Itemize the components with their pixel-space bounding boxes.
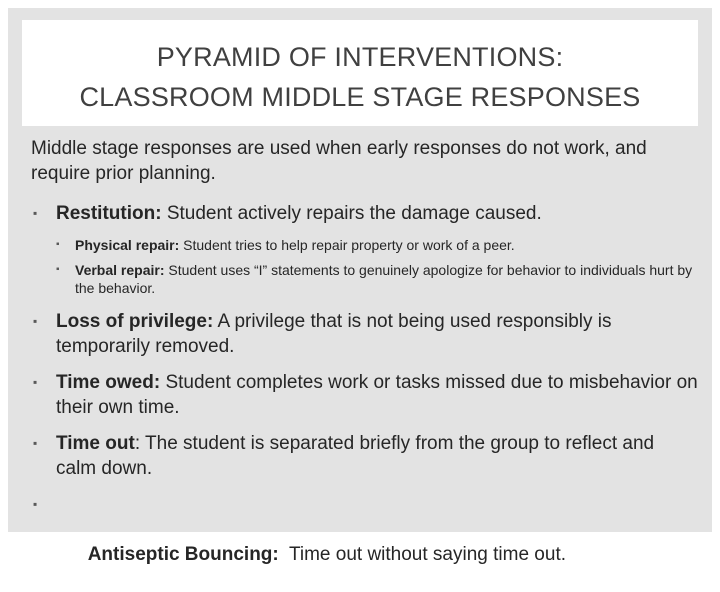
slide-content xyxy=(31,136,699,592)
square-bullet-icon: ▪ xyxy=(33,436,38,450)
slide xyxy=(8,8,712,565)
bullet-item-loss-of-privilege xyxy=(31,309,699,359)
item-term: Restitution: xyxy=(56,203,162,224)
item-text: Student completes work or tasks missed due to misbehavior on their own time. xyxy=(56,372,698,418)
item-term: Time owed: xyxy=(56,372,161,393)
slide-title-line-1: PYRAMID OF INTERVENTIONS: xyxy=(156,42,564,72)
square-bullet-icon: ▪ xyxy=(33,497,38,511)
item-text: : The student is separated briefly from the group to reflect and calm down. xyxy=(56,433,655,479)
sub-item-text: Student tries to help repair property or work of a peer. xyxy=(179,237,515,253)
intro-paragraph: Middle stage responses are used when early responses do not work, and require prior planning. xyxy=(31,138,647,184)
item-text: Student actively repairs the damage caused. xyxy=(161,203,542,224)
square-bullet-icon: ▪ xyxy=(56,239,60,250)
slide-title-line-2: CLASSROOM MIDDLE STAGE RESPONSES xyxy=(79,82,641,112)
sub-item-physical-repair xyxy=(31,236,699,254)
square-bullet-icon: ▪ xyxy=(33,375,38,389)
item-term: Antiseptic Bouncing: xyxy=(87,544,279,565)
sub-item-term: Physical repair: xyxy=(75,237,180,253)
bullet-item-time-owed xyxy=(31,370,699,420)
bullet-item-time-out xyxy=(31,431,699,481)
square-bullet-icon: ▪ xyxy=(56,264,60,275)
item-term: Time out xyxy=(56,433,135,454)
sub-item-term: Verbal repair: xyxy=(75,262,165,278)
bullet-item-restitution xyxy=(31,201,699,226)
item-text: A privilege that is not being used responsibly is temporarily removed. xyxy=(56,311,612,357)
square-bullet-icon: ▪ xyxy=(33,314,38,328)
bullet-item-antiseptic-bouncing xyxy=(31,492,699,592)
item-text: Time out without saying time out. xyxy=(278,544,566,565)
title-box xyxy=(22,20,698,126)
sub-item-text: Student uses “I” statements to genuinely apologize for behavior to individuals hurt by the behavior. xyxy=(75,262,693,296)
square-bullet-icon: ▪ xyxy=(33,206,38,220)
sub-item-verbal-repair xyxy=(31,261,699,297)
item-term: Loss of privilege: xyxy=(56,311,214,332)
